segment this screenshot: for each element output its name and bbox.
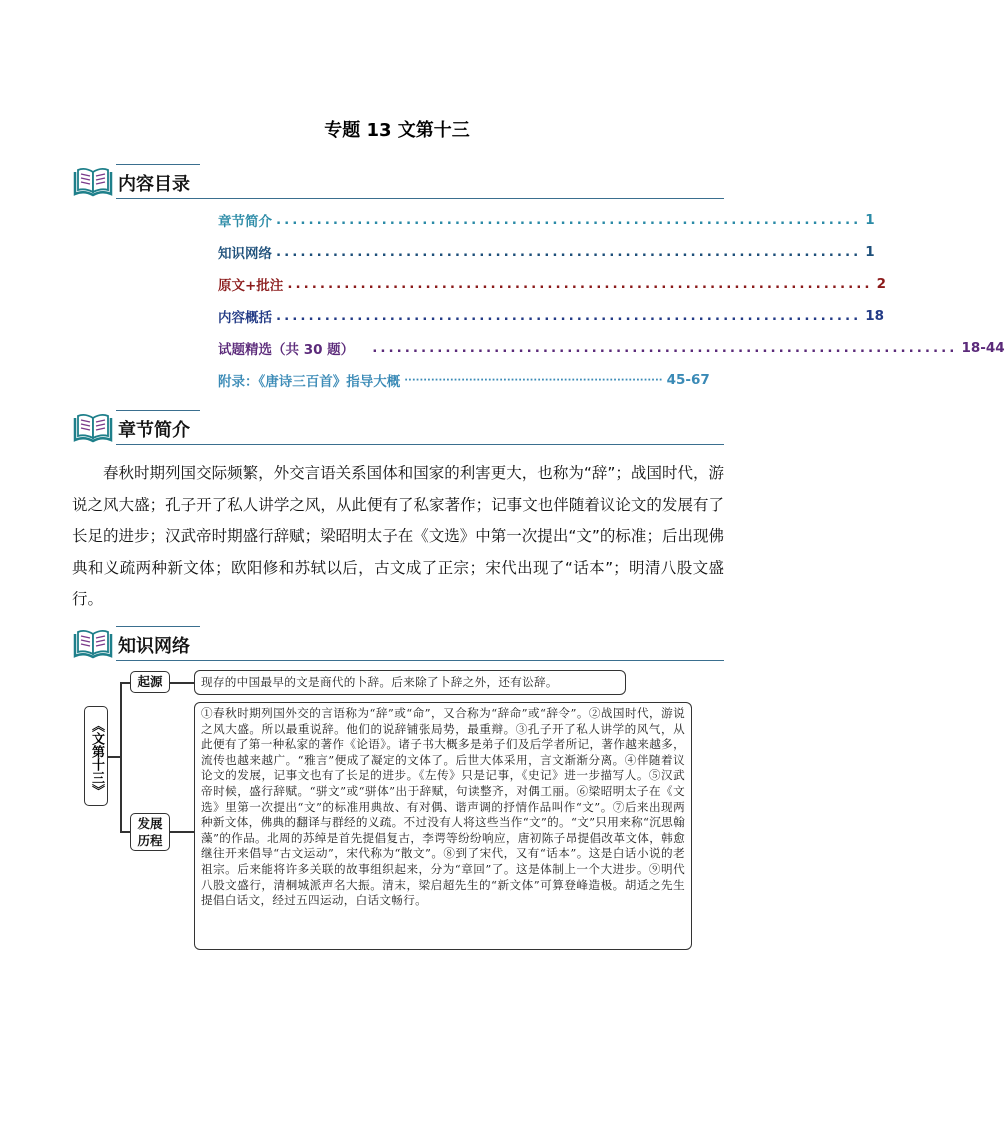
mindmap-branch-origin: 起源 (130, 671, 170, 693)
toc-label: 试题精选（共 30 题） (218, 342, 355, 358)
book-icon (72, 626, 114, 660)
toc-page-number: 18 (865, 308, 885, 324)
toc-entry-appendix[interactable] (218, 364, 710, 396)
mindmap-leaf-origin: 现存的中国最早的文是商代的卜辞。后来除了卜辞之外，还有讼辞。 (194, 670, 626, 695)
header-rule-top (116, 626, 200, 627)
toc-page-number: 45-67 (666, 372, 710, 388)
toc-leader-dots: ........................................................................ (276, 244, 862, 260)
book-icon (72, 410, 114, 444)
page-title: 专题 13 文第十三 (324, 120, 470, 141)
chapter-intro-paragraph: 春秋时期列国交际频繁，外交言语关系国体和国家的利害更大，也称为“辞”；战国时代，游说之风大盛；孔子开了私人讲学之风，从此便有了私家著作；记事文也伴随着议论文的发展有了长足的进步；汉武帝时期盛行辞赋；梁昭明太子在《文选》中第一次提出“文”的标准；后出现佛典和义疏两种新文体；欧阳修和苏轼以后，古文成了正宗；宋代出现了“话本”；明清八股文盛行。 (72, 464, 724, 608)
section-title: 内容目录 (118, 174, 190, 195)
toc-label: 内容概括 (218, 310, 272, 326)
toc-label: 知识网络 (218, 246, 272, 262)
branch-label: 发展历程 (137, 816, 163, 848)
toc-label: 附录：《唐诗三百首》指导大概 (218, 374, 401, 390)
mindmap-root-node: 《文第十三》 (84, 706, 108, 806)
section-title: 知识网络 (118, 636, 190, 657)
toc-leader-dots: ........................................................................ (372, 340, 958, 356)
toc-entry-original-text[interactable] (218, 268, 886, 300)
connector-line (120, 682, 122, 832)
toc-label: 原文+批注 (218, 278, 284, 294)
toc-page-number: 18-44 (961, 340, 1005, 356)
connector-line (108, 756, 120, 758)
mindmap-leaf-development: ①春秋时期列国外交的言语称为“辞”或“命”，又合称为“辞命”或“辞令”。②战国时代，游说之风大盛。所以最重说辞。他们的说辞铺张局势，最重辩。③孔子开了私人讲学的风气，从此便有了第一种私家的著作《论语》。诸子书大概多是弟子们及后学者所记，著作越来越多，流传也越来越广。“雅言”便成了凝定的文体了。后世大体采用，言文渐渐分离。④伴随着议论文的发展，记事文也有了长足的进步。《左传》只是记事，《史记》进一步描写人。⑤汉武帝时候，盛行辞赋。“骈文”或“骈体”出于辞赋，句读整齐，对偶工丽。⑥梁昭明太子在《文选》里第一次提出“文”的标准用典故、有对偶、谐声调的抒情作品叫作“文”。⑦后来出现两种新文体，佛典的翻译与群经的义疏。不过没有人将这些当作“文”的。“文”只用来称“沉思翰藻”的作品。北周的苏绰是首先提倡复古，李谔等纷纷响应，唐初陈子昂提倡改革文体，韩愈继往开来倡导“古文运动”，宋代称为“散文”。⑧到了宋代，又有“话本”。这是白话小说的老祖宗。后来能将许多关联的故事组织起来，分为“章回”了。这是体制上一个大进步。⑨明代八股文盛行，清桐城派声名大振。清末，梁启超先生的“新文体”可算登峰造极。胡适之先生提倡白话文，经过五四运动，白话文畅行。 (194, 702, 692, 950)
toc-leader-dots: ........................................................................ (276, 308, 862, 324)
section-title: 章节简介 (118, 420, 190, 441)
toc-leader-dots: ···································································· (404, 374, 663, 386)
toc-page-number: 2 (876, 276, 886, 292)
table-of-contents (218, 204, 1005, 396)
connector-line (170, 682, 194, 684)
toc-entry-exercises[interactable] (218, 332, 1005, 364)
connector-line (120, 831, 130, 833)
toc-leader-dots: ........................................................................ (287, 276, 873, 292)
toc-page-number: 1 (865, 212, 875, 228)
toc-entry-chapter-intro[interactable] (218, 204, 875, 236)
header-rule-bottom (116, 660, 724, 661)
connector-line (120, 682, 130, 684)
mindmap-branch-development (130, 813, 170, 851)
header-rule-bottom (116, 444, 724, 445)
toc-label: 章节简介 (218, 214, 272, 230)
section-header-network (72, 624, 724, 664)
header-rule-bottom (116, 198, 724, 199)
section-header-contents (72, 162, 724, 202)
toc-entry-knowledge-network[interactable] (218, 236, 875, 268)
toc-entry-summary[interactable] (218, 300, 885, 332)
header-rule-top (116, 164, 200, 165)
header-rule-top (116, 410, 200, 411)
section-header-intro (72, 408, 724, 448)
toc-leader-dots: ........................................................................ (276, 212, 862, 228)
connector-line (170, 831, 194, 833)
book-icon (72, 164, 114, 198)
toc-page-number: 1 (865, 244, 875, 260)
